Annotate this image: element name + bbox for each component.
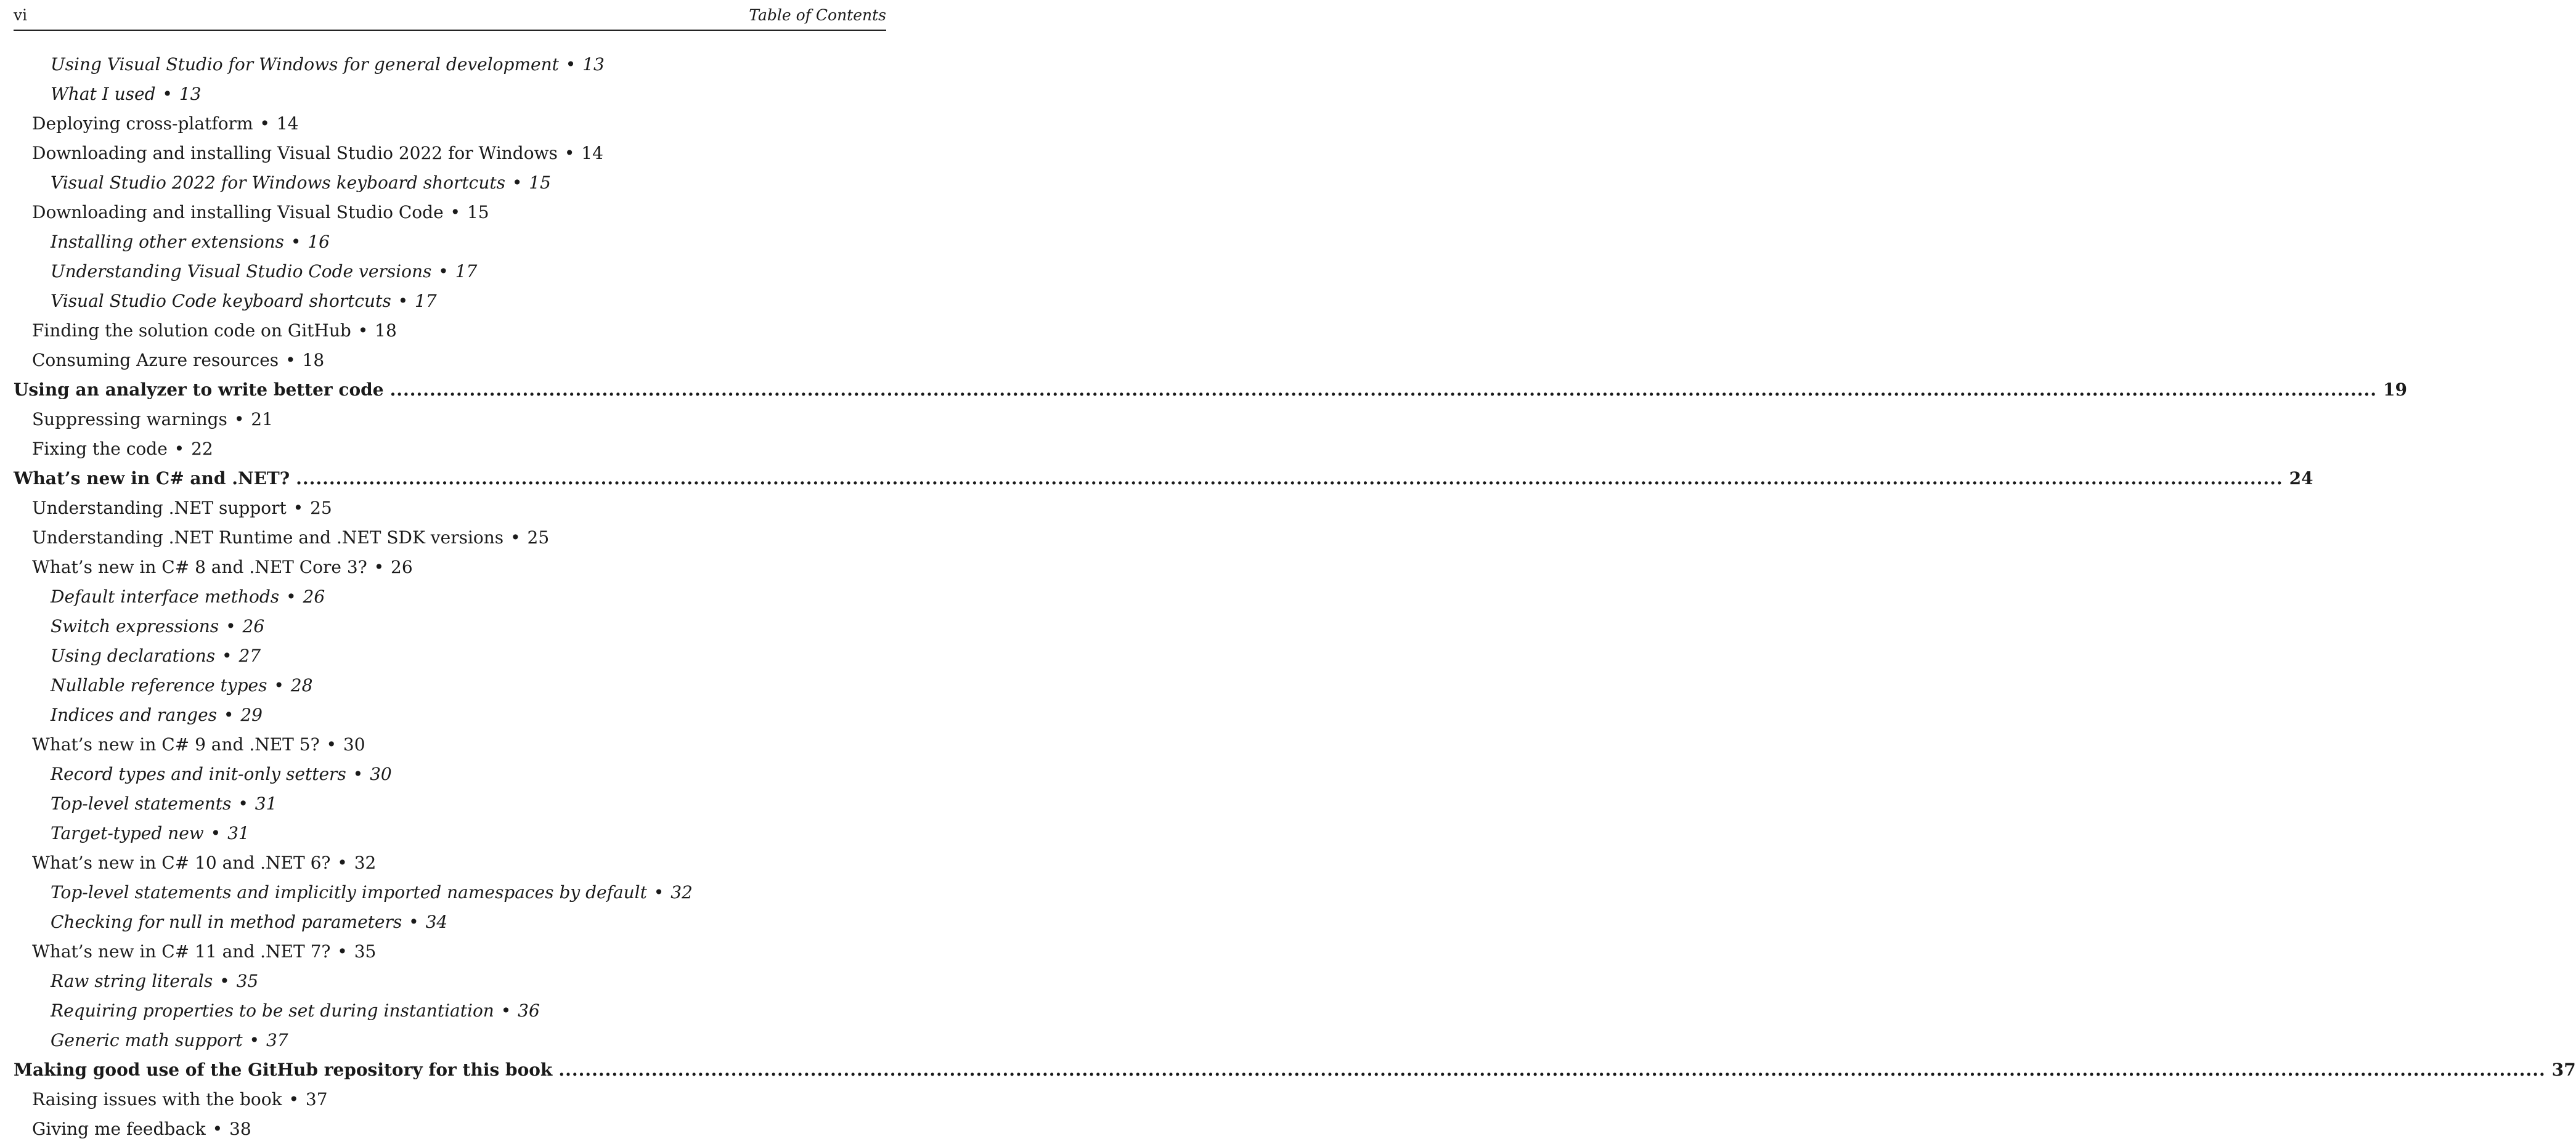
- toc-entry[interactable]: [14, 79, 886, 109]
- toc-entry-title: What’s new in C# 10 and .NET 6?: [32, 853, 331, 873]
- toc-entry-title: Finding the solution code on GitHub: [32, 320, 351, 341]
- toc-entry[interactable]: [14, 523, 886, 553]
- toc-page-number: 18: [302, 350, 325, 370]
- toc-page-number: 28: [290, 675, 313, 696]
- toc-entry-title: Visual Studio Code keyboard shortcuts: [51, 291, 391, 311]
- toc-entry-title: What’s new in C# 11 and .NET 7?: [32, 941, 331, 962]
- bullet-separator: •: [157, 84, 178, 104]
- toc-entry-title: What’s new in C# 8 and .NET Core 3?: [32, 557, 367, 577]
- bullet-separator: •: [168, 439, 190, 459]
- toc-entry-title: Using Visual Studio for Windows for general development: [51, 54, 559, 75]
- bullet-separator: •: [332, 941, 353, 962]
- toc-entry[interactable]: [14, 257, 886, 286]
- bullet-separator: •: [220, 616, 242, 636]
- toc-page-number: 17: [455, 261, 478, 282]
- toc-entry-title: Top-level statements: [51, 793, 232, 814]
- toc-page-number: 13: [582, 54, 605, 75]
- toc-entry-title: Visual Studio 2022 for Windows keyboard shortcuts: [51, 172, 505, 193]
- toc-entry-title: Installing other extensions: [51, 232, 284, 252]
- toc-entry[interactable]: [14, 907, 886, 937]
- bullet-separator: •: [347, 764, 369, 784]
- toc-entry-title: Checking for null in method parameters: [51, 912, 402, 932]
- toc-entry[interactable]: [14, 168, 886, 198]
- toc-page-number: 32: [354, 853, 377, 873]
- toc-page-number: 26: [242, 616, 265, 636]
- toc-page-number: 31: [255, 793, 277, 814]
- toc-entry-title: What’s new in C# 9 and .NET 5?: [32, 734, 320, 755]
- toc-page-number: 38: [229, 1119, 251, 1139]
- toc-entry[interactable]: [14, 405, 886, 434]
- bullet-separator: •: [280, 350, 301, 370]
- toc-entry-title: Record types and init-only setters: [51, 764, 346, 784]
- toc-entry[interactable]: [14, 641, 886, 671]
- toc-page-number: 37: [266, 1030, 288, 1050]
- toc-entry[interactable]: [14, 139, 886, 168]
- toc-entry-title: Raw string literals: [51, 971, 213, 991]
- toc-entry[interactable]: [14, 612, 886, 641]
- toc-entry[interactable]: [14, 316, 886, 346]
- toc-entry[interactable]: [14, 286, 886, 316]
- toc-page-number: 16: [308, 232, 330, 252]
- bullet-separator: •: [280, 586, 302, 607]
- bullet-separator: •: [332, 853, 353, 873]
- running-title: Table of Contents: [749, 6, 886, 24]
- toc-entry-title: Suppressing warnings: [32, 409, 227, 429]
- toc-page-number: 35: [236, 971, 259, 991]
- toc-entry-title: Deploying cross-platform: [32, 113, 253, 134]
- toc-page-number: 34: [425, 912, 448, 932]
- toc-page-number: 27: [238, 646, 261, 666]
- toc-page-number: 17: [415, 291, 437, 311]
- toc-entry-title: Switch expressions: [51, 616, 219, 636]
- toc-entry-title: Top-level statements and implicitly imported namespaces by default: [51, 882, 647, 903]
- toc-entry[interactable]: [14, 50, 886, 79]
- toc-entry-title: Using an analyzer to write better code: [14, 379, 384, 400]
- bullet-separator: •: [228, 409, 250, 429]
- toc-entry-title: Raising issues with the book: [32, 1089, 282, 1110]
- toc-entry-title: Understanding .NET support: [32, 498, 287, 518]
- toc-entry[interactable]: [14, 582, 886, 612]
- toc-entry-title: What I used: [51, 84, 156, 104]
- toc-section-entry[interactable]: [14, 375, 2407, 405]
- toc-page-number: 26: [303, 586, 325, 607]
- toc-page-number: 29: [240, 705, 263, 725]
- bullet-separator: •: [392, 291, 414, 311]
- toc-page-number: 26: [391, 557, 413, 577]
- toc-entry[interactable]: [14, 700, 886, 730]
- toc-page-number: 36: [518, 1000, 540, 1021]
- toc-entry[interactable]: [14, 553, 886, 582]
- bullet-separator: •: [505, 527, 526, 548]
- toc-entry[interactable]: [14, 730, 886, 760]
- bullet-separator: •: [506, 172, 528, 193]
- table-of-contents: [14, 50, 2576, 1144]
- toc-page-number: 32: [670, 882, 693, 903]
- toc-entry-title: Using declarations: [51, 646, 216, 666]
- toc-entry[interactable]: [14, 848, 886, 878]
- toc-entry-title: Indices and ranges: [51, 705, 218, 725]
- bullet-separator: •: [268, 675, 290, 696]
- toc-entry-title: What’s new in C# and .NET?: [14, 468, 290, 489]
- toc-page-number: 31: [227, 823, 250, 843]
- bullet-separator: •: [403, 912, 425, 932]
- toc-entry-title: Generic math support: [51, 1030, 243, 1050]
- toc-page-number: 14: [581, 143, 603, 163]
- toc-entry-title: Default interface methods: [51, 586, 280, 607]
- dot-leader: ............................................................................................................................................................................................................................................................................................................: [558, 1060, 2546, 1080]
- toc-page-number: 18: [375, 320, 397, 341]
- bullet-separator: •: [205, 823, 227, 843]
- bullet-separator: •: [648, 882, 670, 903]
- bullet-separator: •: [558, 143, 581, 163]
- toc-page-number: 21: [251, 409, 273, 429]
- toc-entry[interactable]: [14, 346, 886, 375]
- toc-entry[interactable]: [14, 1114, 886, 1144]
- bullet-separator: •: [243, 1030, 265, 1050]
- bullet-separator: •: [368, 557, 390, 577]
- bullet-separator: •: [320, 734, 342, 755]
- toc-entry-title: Making good use of the GitHub repository for this book: [14, 1060, 553, 1080]
- toc-page-number: 13: [179, 84, 202, 104]
- toc-entry-title: Downloading and installing Visual Studio Code: [32, 202, 444, 222]
- toc-page-number: 24: [2289, 468, 2313, 489]
- toc-page-number: 14: [276, 113, 299, 134]
- toc-entry[interactable]: [14, 819, 886, 848]
- toc-page-number: 37: [2551, 1060, 2576, 1080]
- bullet-separator: •: [444, 202, 466, 222]
- toc-entry-title: Target-typed new: [51, 823, 204, 843]
- toc-entry[interactable]: [14, 1026, 886, 1055]
- page-folio: vi: [14, 6, 28, 24]
- toc-entry[interactable]: [14, 996, 886, 1026]
- toc-entry[interactable]: [14, 109, 886, 139]
- bullet-separator: •: [495, 1000, 517, 1021]
- bullet-separator: •: [285, 232, 307, 252]
- bullet-separator: •: [206, 1119, 228, 1139]
- bullet-separator: •: [216, 646, 238, 666]
- toc-entry-title: Nullable reference types: [51, 675, 267, 696]
- toc-entry-title: Consuming Azure resources: [32, 350, 279, 370]
- toc-entry[interactable]: [14, 937, 886, 967]
- toc-entry-title: Fixing the code: [32, 439, 168, 459]
- toc-entry[interactable]: [14, 434, 886, 464]
- toc-entry[interactable]: [14, 227, 886, 257]
- toc-page-number: 15: [467, 202, 489, 222]
- toc-section-entry[interactable]: [14, 1055, 2576, 1085]
- bullet-separator: •: [218, 705, 240, 725]
- toc-page-number: 37: [305, 1089, 328, 1110]
- toc-page-number: 19: [2382, 379, 2407, 400]
- toc-page-number: 15: [529, 172, 551, 193]
- dot-leader: ............................................................................................................................................................................................................................................................................................................: [389, 379, 2377, 400]
- toc-entry-title: Understanding Visual Studio Code versions: [51, 261, 432, 282]
- toc-page-number: 22: [191, 439, 213, 459]
- toc-entry[interactable]: [14, 789, 886, 819]
- toc-page-number: 35: [354, 941, 377, 962]
- toc-page-number: 25: [310, 498, 332, 518]
- bullet-separator: •: [352, 320, 374, 341]
- toc-entry-title: Downloading and installing Visual Studio 2022 for Windows: [32, 143, 558, 163]
- toc-entry-title: Understanding .NET Runtime and .NET SDK versions: [32, 527, 504, 548]
- toc-entry[interactable]: [14, 760, 886, 789]
- toc-entry[interactable]: [14, 1085, 886, 1114]
- toc-entry-title: Requiring properties to be set during instantiation: [51, 1000, 494, 1021]
- toc-entry[interactable]: [14, 493, 886, 523]
- toc-page-number: 25: [527, 527, 550, 548]
- bullet-separator: •: [433, 261, 454, 282]
- toc-section-entry[interactable]: [14, 464, 2313, 493]
- bullet-separator: •: [560, 54, 582, 75]
- bullet-separator: •: [232, 793, 254, 814]
- toc-entry[interactable]: [14, 967, 886, 996]
- page-header: [14, 4, 886, 31]
- bullet-separator: •: [254, 113, 275, 134]
- bullet-separator: •: [283, 1089, 304, 1110]
- dot-leader: ............................................................................................................................................................................................................................................................................................................: [296, 468, 2283, 489]
- bullet-separator: •: [287, 498, 309, 518]
- toc-entry[interactable]: [14, 198, 886, 227]
- toc-page-number: 30: [343, 734, 365, 755]
- toc-entry[interactable]: [14, 671, 886, 700]
- toc-page-number: 30: [370, 764, 392, 784]
- bullet-separator: •: [214, 971, 235, 991]
- toc-entry[interactable]: [14, 878, 886, 907]
- toc-entry-title: Giving me feedback: [32, 1119, 206, 1139]
